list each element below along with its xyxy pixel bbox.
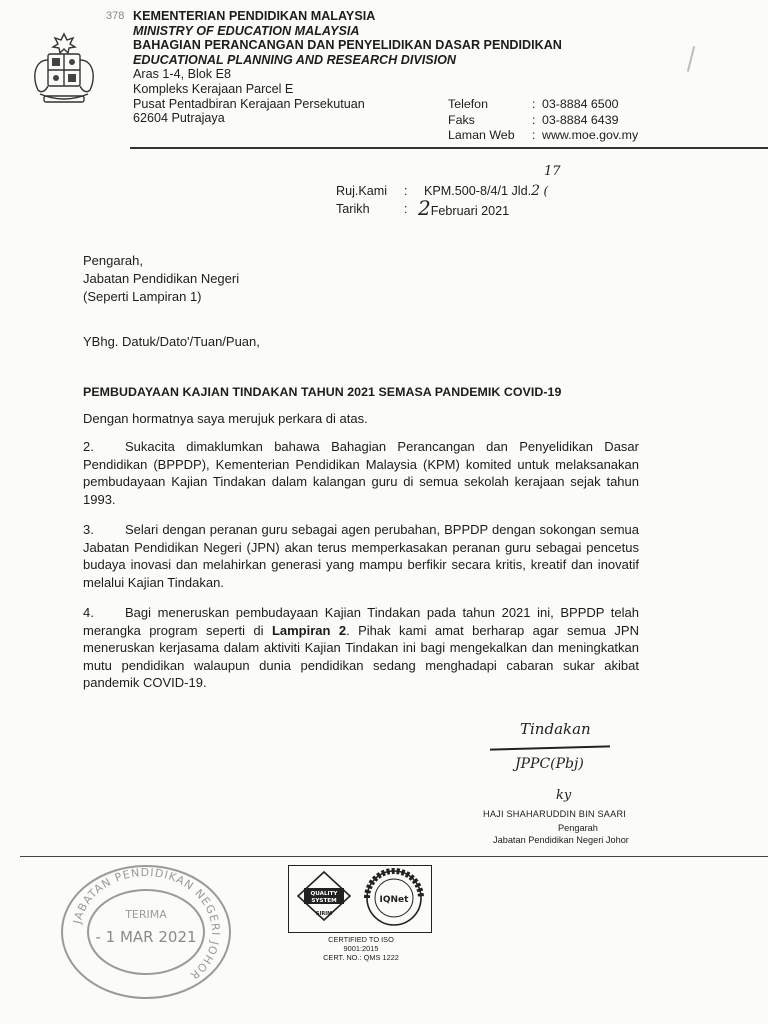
address-line: Pusat Pentadbiran Kerajaan Persekutuan	[133, 96, 365, 111]
ministry-name-my: KEMENTERIAN PENDIDIKAN MALAYSIA	[133, 9, 376, 23]
signatory-title: Pengarah	[558, 823, 598, 833]
date-text: Februari 2021	[430, 203, 510, 218]
quality-label: QUALITY	[310, 891, 338, 897]
contact-values	[542, 97, 638, 144]
intro-paragraph: Dengan hormatnya saya merujuk perkara di atas.	[83, 411, 368, 426]
handwritten-ref-number: 17	[544, 164, 561, 179]
cert-number: CERT. NO.: QMS 1222	[323, 953, 399, 962]
reference-separators	[404, 183, 408, 218]
separator: :	[404, 201, 408, 216]
signatory-name: HAJI SHAHARUDDIN BIN SAARI	[483, 809, 627, 819]
handwritten-underline	[490, 745, 610, 750]
handwritten-unit-note: JPPC(Pbj)	[515, 756, 584, 772]
paragraph-text: Selari dengan peranan guru sebagai agen perubahan, BPPDP dengan sokongan semua Jabatan Pendidikan Negeri (JPN) akan terus memperkasakan peranan guru sebagai pencetus budaya inovasi dan melahirkan generasi yang mampu berfikir secara kritis, kreatif dan inovatif melalui Kajian Tindakan.	[83, 522, 639, 590]
svg-text:JABATAN PENDIDIKAN NEGERI JOHO	[71, 866, 223, 982]
date-label: Tarikh	[336, 201, 370, 216]
header-divider	[130, 147, 768, 149]
separator: :	[532, 128, 536, 143]
recipient-line: (Seperti Lampiran 1)	[83, 289, 202, 304]
paragraph-number: 4.	[83, 605, 94, 620]
address-line: 62604 Putrajaya	[133, 111, 225, 126]
handwritten-initial: ky	[556, 788, 572, 803]
division-name-my: BAHAGIAN PERANCANGAN DAN PENYELIDIKAN DASAR PENDIDIKAN	[133, 38, 562, 53]
date-value	[418, 195, 548, 221]
ministry-name-en: MINISTRY OF EDUCATION MALAYSIA	[133, 23, 360, 38]
contact-labels	[448, 97, 515, 144]
salutation: YBhg. Datuk/Dato'/Tuan/Puan,	[83, 334, 260, 349]
reference-labels	[336, 183, 387, 218]
signatory-department: Jabatan Pendidikan Negeri Johor	[493, 835, 629, 845]
iso-certification-text	[316, 935, 406, 962]
handwritten-volume: 2	[531, 183, 541, 199]
handwritten-action-note: Tindakan	[520, 720, 591, 738]
scan-mark	[687, 46, 695, 72]
separator: :	[532, 112, 536, 127]
separator: :	[404, 184, 408, 198]
website-label: Laman Web	[448, 128, 515, 143]
paragraph-4	[83, 604, 639, 692]
paragraph-text: Bagi meneruskan pembudayaan Kajian Tindakan pada tahun 2021 ini, BPPDP telah merangka program seperti di	[83, 605, 639, 638]
footer-divider	[20, 856, 768, 857]
handwritten-file-number: 378	[106, 10, 125, 22]
paragraph-number: 2.	[83, 439, 94, 454]
sirim-label: SIRIM	[315, 911, 333, 917]
division-name-en: EDUCATIONAL PLANNING AND RESEARCH DIVISION	[133, 52, 457, 67]
iqnet-logo-icon	[364, 868, 424, 928]
phone-label: Telefon	[448, 97, 488, 111]
letter-subject: PEMBUDAYAAN KAJIAN TINDAKAN TAHUN 2021 SEMASA PANDEMIK COVID-19	[83, 385, 562, 399]
quality-system-logo-icon	[296, 870, 352, 922]
paragraph-3	[83, 521, 639, 591]
fax-label: Faks	[448, 112, 475, 127]
stamp-ring-text: JABATAN PENDIDIKAN NEGERI JOHOR	[70, 865, 223, 983]
ref-label: Ruj.Kami	[336, 184, 388, 198]
paragraph-text: Sukacita dimaklumkan bahawa Bahagian Perancangan dan Penyelidikan Dasar Pendidikan (BPPDP), Kementerian Pendidikan Malaysia (KPM) komited untuk melaksanakan pembudayaan Kajian Tindakan dalam kalangan guru di semua sekolah kerajaan sejak tahun 1993.	[83, 439, 639, 507]
paragraph-number: 3.	[83, 522, 94, 537]
website-link[interactable]: www.moe.gov.my	[542, 128, 639, 143]
coat-of-arms-icon	[28, 30, 100, 108]
address-line: Kompleks Kerajaan Parcel E	[133, 81, 294, 96]
received-stamp	[58, 862, 234, 1002]
fax-value: 03-8884 6439	[542, 112, 619, 127]
iqnet-label: IQNet	[379, 895, 409, 905]
address-line: Aras 1-4, Blok E8	[133, 67, 231, 82]
separator: :	[532, 97, 536, 111]
stamp-date: - 1 MAR 2021	[95, 928, 197, 946]
paragraph-text: . Pihak kami amat berharap agar semua JPN meneruskan kerjasama dalam aktiviti Kajian Tindakan ini bagi mengekalkan dan meningkatkan mutu pendidikan walaupun dunia pendidikan sedang menghadapi cabaran sukar akibat pandemik COVID-19.	[83, 622, 639, 690]
iso-standard: CERTIFIED TO ISO 9001:2015	[328, 935, 394, 953]
handwritten-suffix: (	[543, 184, 549, 198]
ref-number: KPM.500-8/4/1 Jld.	[424, 184, 532, 198]
paragraph-2	[83, 438, 639, 508]
ref-value	[424, 183, 548, 201]
contact-separators	[532, 97, 535, 144]
phone-value: 03-8884 6500	[542, 97, 619, 111]
recipient-line: Jabatan Pendidikan Negeri	[83, 271, 240, 286]
recipient-address	[83, 252, 239, 306]
handwritten-day: 2	[418, 195, 431, 220]
recipient-line: Pengarah,	[83, 253, 143, 268]
reference-values	[418, 183, 549, 220]
stamp-received-label: TERIMA	[125, 908, 167, 921]
system-label: SYSTEM	[311, 898, 337, 904]
attachment-reference: Lampiran 2	[271, 622, 347, 638]
